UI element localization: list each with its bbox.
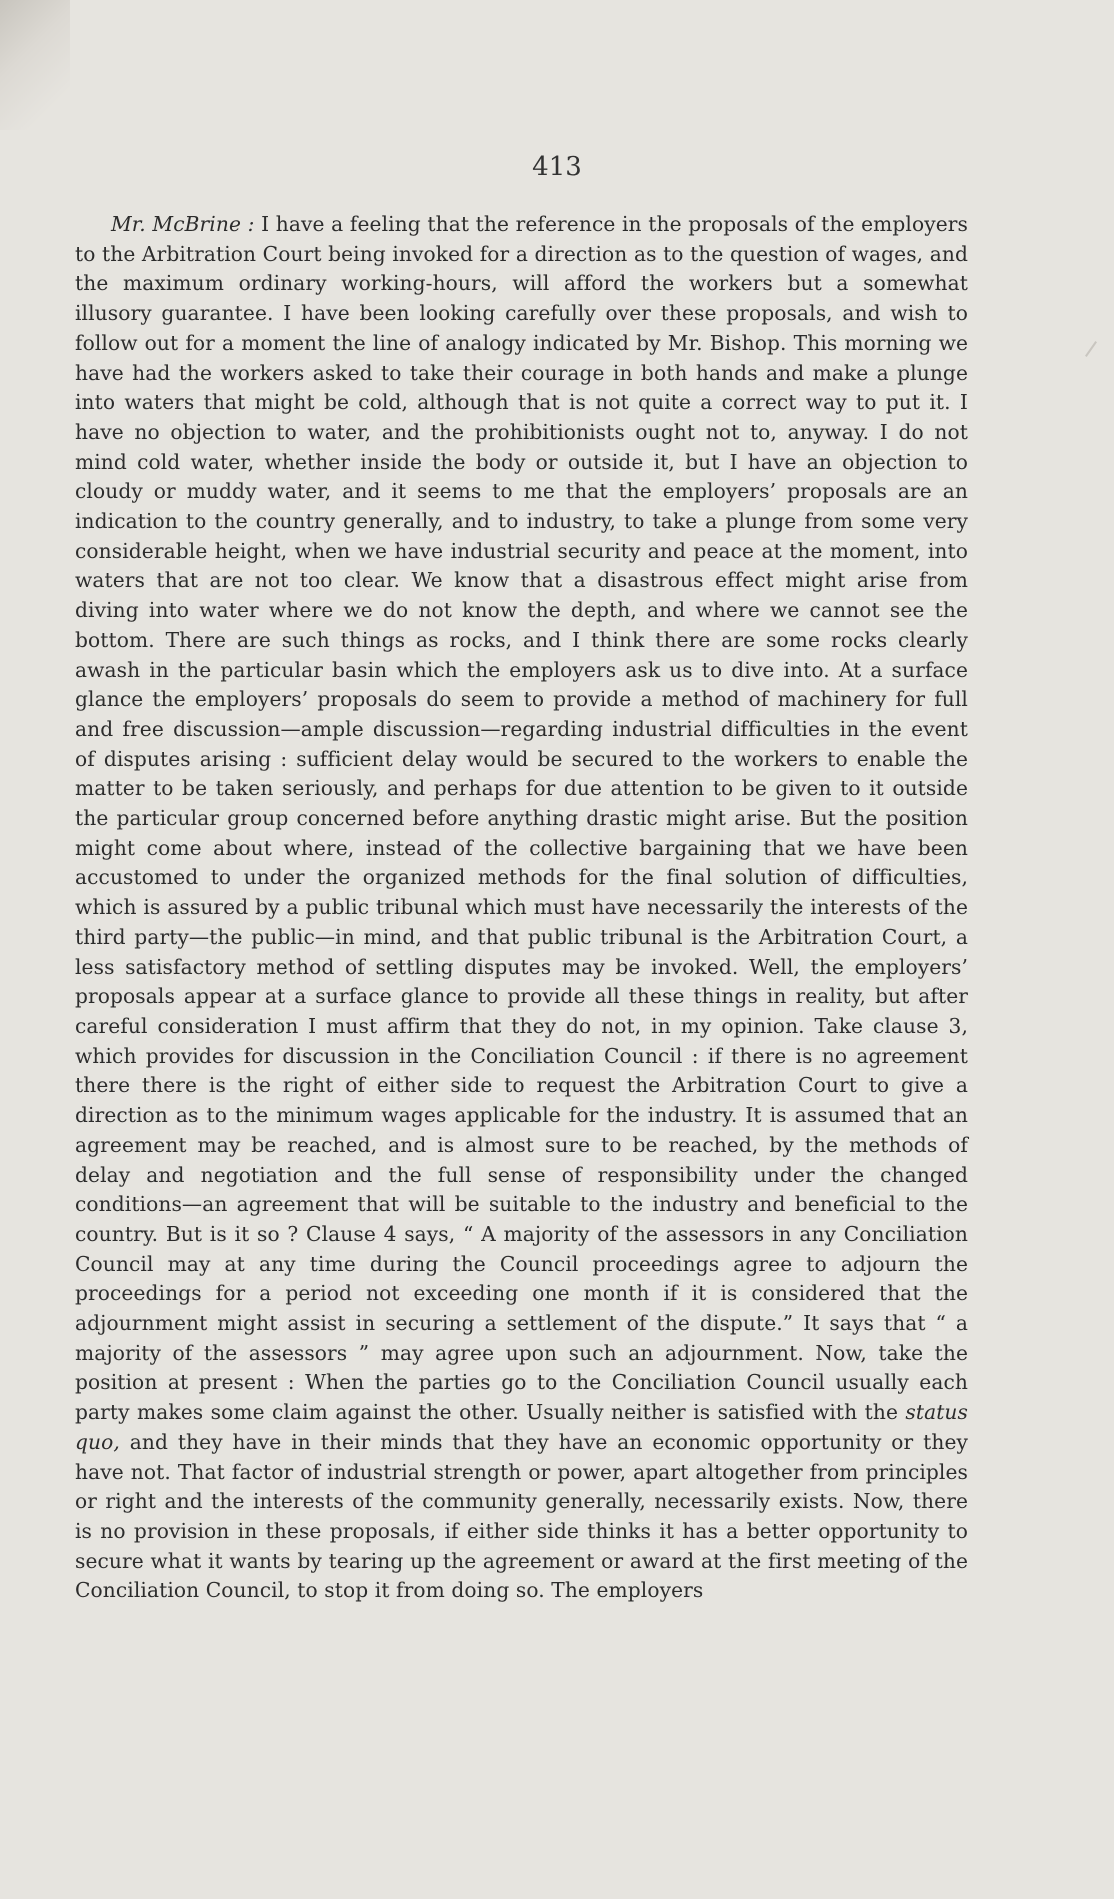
speech-text-part2: and they have in their minds that they have an economic opportunity or they have not. That factor of industrial strength or power, apart altogether from principles or right and the interests of the community generally, necessarily exists. Now, there is no provision in these proposals, if either side thinks it has a better opportunity to secure what it wants by tearing up the agreement or award at the first meeting of the Conciliation Council, to stop it from doing so. The employers [75, 1429, 968, 1603]
margin-mark [1085, 341, 1097, 357]
page-corner-shadow [0, 0, 70, 130]
speech-text-part1: I have a feeling that the reference in the proposals of the employers to the Arbitration Court being invoked for a direction as to the question of wages, and the maximum ordinary working-hours, will afford the workers but a somewhat illusory guarantee. I have been looking carefully over these proposals, and wish to follow out for a moment the line of analogy indicated by Mr. Bishop. This morning we have had the workers asked to take their courage in both hands and make a plunge into waters that might be cold, although that is not quite a correct way to put it. I have no objection to water, and the prohibitionists ought not to, anyway. I do not mind cold water, whether inside the body or outside it, but I have an objection to cloudy or muddy water, and it seems to me that the employers’ proposals are an indication to the country generally, and to industry, to take a plunge from some very considerable height, when we have industrial security and peace at the moment, into waters that are not too clear. We know that a disastrous effect might arise from diving into water where we do not know the depth, and where we cannot see the bottom. There are such things as rocks, and I think there are some rocks clearly awash in the particular basin which the employers ask us to dive into. At a surface glance the employers’ proposals do seem to provide a method of machinery for full and free discussion—ample discussion—regarding industrial difficulties in the event of disputes arising : sufficient delay would be secured to the workers to enable the matter to be taken seriously, and perhaps for due attention to be given to it outside the particular group concerned before anything drastic might arise. But the position might come about where, instead of the collective bargaining that we have been accustomed to under the organized methods for the final solution of difficulties, which is assured by a public tribunal which must have necessarily the interests of the third party—the public—in mind, and that public tribunal is the Arbitration Court, a less satisfactory method of settling disputes may be invoked. Well, the employers’ proposals appear at a surface glance to provide all these things in reality, but after careful consideration I must affirm that they do not, in my opinion. Take clause 3, which provides for discussion in the Conciliation Council : if there is no agreement there there is the right of either side to request the Arbitration Court to give a direction as to the minimum wages applicable for the industry. It is assumed that an agreement may be reached, and is almost sure to be reached, by the methods of delay and negotiation and the full sense of responsibility under the changed conditions—an agreement that will be suitable to the industry and beneficial to the country. But is it so ? Clause 4 says, “ A majority of the assessors in any Conciliation Council may at any time during the Council proceedings agree to adjourn the proceedings for a period not exceeding one month if it is considered that the adjournment might assist in securing a settlement of the dispute.” It says that “ a majority of the assessors ” may agree upon such an adjournment. Now, take the position at present : When the parties go to the Conciliation Council usually each party makes some claim against the other. Usually neither is satisfied with the [75, 212, 969, 1425]
speech-paragraph [75, 210, 968, 1606]
speaker-name: Mr. McBrine : [111, 212, 255, 236]
emphasis-text: status quo, [75, 1400, 968, 1454]
page-number: 413 [532, 152, 582, 182]
